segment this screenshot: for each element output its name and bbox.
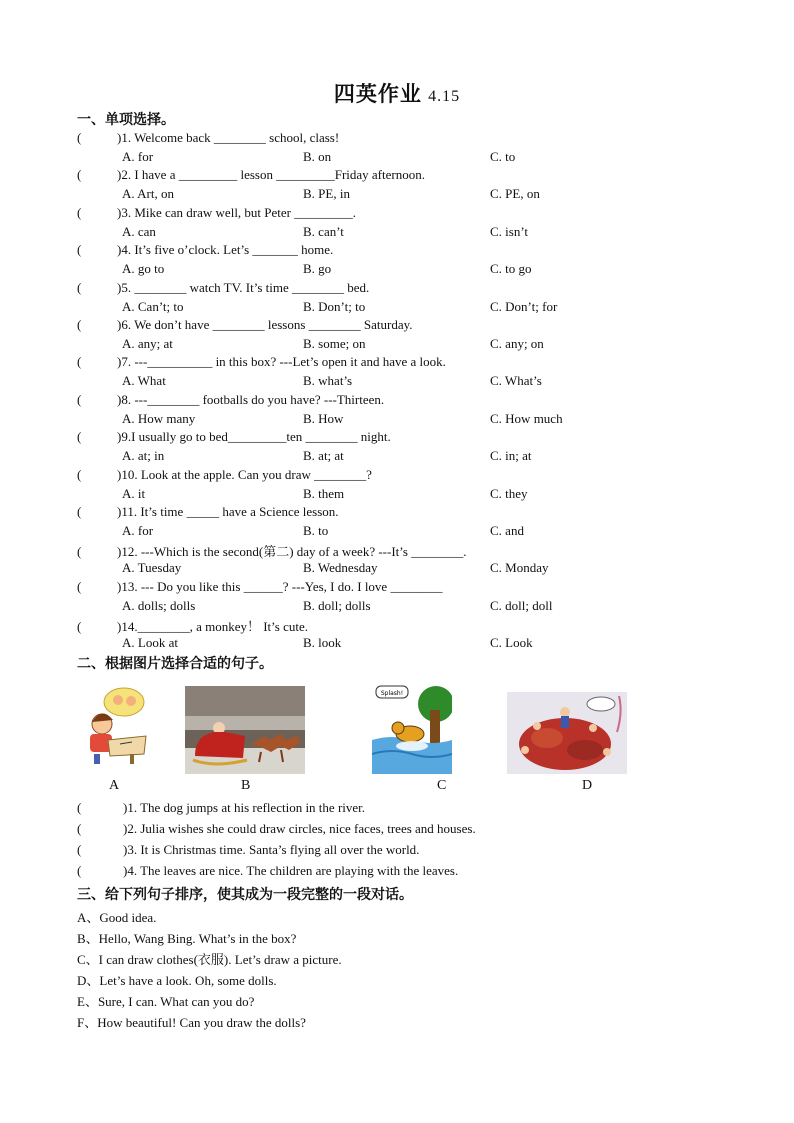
question-3 xyxy=(77,205,356,221)
answer-blank[interactable]: ( xyxy=(77,578,82,594)
splash-bubble-text: Splash! xyxy=(380,690,404,697)
dialogue-line-6: F、How beautiful! Can you draw the dolls? xyxy=(77,1015,306,1030)
option-a: A. What xyxy=(122,373,166,389)
option-a: A. Look at xyxy=(122,635,178,651)
match-sentence-text: )1. The dog jumps at his reflection in the river. xyxy=(123,800,366,815)
option-b: B. How xyxy=(303,410,344,426)
question-stem: )1. Welcome back ________ school, class! xyxy=(117,130,340,145)
option-c: C. Don’t; for xyxy=(490,298,558,314)
match-sentence-1 xyxy=(77,800,365,816)
question-stem: )8. ---________ footballs do you have? ---Thirteen. xyxy=(117,391,385,407)
answer-blank[interactable]: ( xyxy=(77,167,82,183)
option-b: B. doll; dolls xyxy=(303,597,371,613)
option-c: C. any; on xyxy=(490,336,544,351)
option-a: A. Art, on xyxy=(122,186,174,202)
option-a: A. any; at xyxy=(122,336,173,351)
title-text: 四英作业 xyxy=(333,82,422,106)
option-a: A. go to xyxy=(122,261,165,277)
option-a: A. at; in xyxy=(122,448,165,464)
option-b: B. go xyxy=(303,261,332,277)
section2-heading: 二、根据图片选择合适的句子。 xyxy=(77,656,273,672)
dialogue-line-5: E、Sure, I can. What can you do? xyxy=(77,994,255,1009)
option-a: A. for xyxy=(122,523,154,538)
match-sentence-3 xyxy=(77,842,419,858)
question-14 xyxy=(77,616,308,635)
question-5 xyxy=(77,280,369,296)
picture-d xyxy=(507,692,627,774)
answer-blank[interactable]: ( xyxy=(77,544,82,560)
question-13 xyxy=(77,579,442,595)
picture-b xyxy=(185,686,305,774)
answer-blank[interactable]: ( xyxy=(77,619,82,635)
answer-blank[interactable]: ( xyxy=(77,391,82,407)
question-stem: )14.________, a monkey！ It’s cute. xyxy=(117,619,308,635)
page-title xyxy=(0,78,794,108)
picture-label-d: D xyxy=(582,778,593,793)
title-date: 4.15 xyxy=(428,88,461,105)
picture-label-b: B xyxy=(241,778,251,793)
question-stem: )2. I have a _________ lesson _________Friday afternoon. xyxy=(117,167,425,183)
question-stem: )13. --- Do you like this ______? ---Yes, I do. I love ________ xyxy=(117,578,443,594)
question-stem: )4. It’s five o’clock. Let’s _______ home. xyxy=(117,242,334,258)
answer-blank[interactable]: ( xyxy=(77,466,82,482)
question-11 xyxy=(77,504,339,520)
option-b: B. Wednesday xyxy=(303,560,378,576)
question-stem: )6. We don’t have ________ lessons ________ Saturday. xyxy=(117,317,413,332)
dialogue-line-1: A、Good idea. xyxy=(77,910,157,925)
question-2 xyxy=(77,167,425,183)
answer-blank[interactable]: ( xyxy=(77,842,82,857)
question-10 xyxy=(77,467,372,483)
question-4 xyxy=(77,242,333,258)
option-c: C. to xyxy=(490,149,516,164)
option-a: A. can xyxy=(122,223,156,239)
question-9 xyxy=(77,429,391,445)
option-c: C. Look xyxy=(490,635,533,651)
option-a: A. Can’t; to xyxy=(122,298,184,314)
answer-blank[interactable]: ( xyxy=(77,429,82,445)
option-a: A. Tuesday xyxy=(122,560,182,576)
question-7 xyxy=(77,354,446,370)
option-c: C. in; at xyxy=(490,448,532,464)
answer-blank[interactable]: ( xyxy=(77,130,82,145)
option-c: C. and xyxy=(490,523,524,538)
option-a: A. How many xyxy=(122,410,196,426)
question-12 xyxy=(77,541,466,560)
option-b: B. at; at xyxy=(303,448,344,464)
question-stem: )3. Mike can draw well, but Peter _________. xyxy=(117,204,357,220)
option-c: C. isn’t xyxy=(490,223,529,239)
option-c: C. What’s xyxy=(490,373,542,389)
answer-blank[interactable]: ( xyxy=(77,504,82,519)
picture-label-a: A xyxy=(109,778,120,793)
question-stem: )10. Look at the apple. Can you draw ________? xyxy=(117,466,372,482)
answer-blank[interactable]: ( xyxy=(77,242,82,258)
option-a: A. for xyxy=(122,149,154,164)
option-c: C. How much xyxy=(490,410,563,426)
option-b: B. can’t xyxy=(303,223,344,239)
match-sentence-2 xyxy=(77,821,476,837)
picture-c xyxy=(372,684,452,774)
option-b: B. PE, in xyxy=(303,186,350,202)
option-c: C. PE, on xyxy=(490,186,540,202)
option-b: B. them xyxy=(303,485,345,501)
dialogue-line-3: C、I can draw clothes(衣服). Let’s draw a picture. xyxy=(77,952,342,967)
option-b: B. to xyxy=(303,523,329,538)
option-c: C. Monday xyxy=(490,560,549,576)
answer-blank[interactable]: ( xyxy=(77,354,82,370)
section3-heading: 三、给下列句子排序，使其成为一段完整的一段对话。 xyxy=(77,887,413,903)
answer-blank[interactable]: ( xyxy=(77,863,82,878)
section1-heading: 一、单项选择。 xyxy=(77,112,175,128)
question-stem: )12. ---Which is the second(第二) day of a week? ---It’s ________. xyxy=(117,544,467,560)
question-6 xyxy=(77,317,413,333)
picture-label-c: C xyxy=(437,778,447,793)
option-c: C. to go xyxy=(490,261,532,277)
option-a: A. dolls; dolls xyxy=(122,597,196,613)
question-stem: )5. ________ watch TV. It’s time ________ bed. xyxy=(117,279,370,295)
question-stem: )11. It’s time _____ have a Science lesson. xyxy=(117,504,339,519)
match-sentence-text: )4. The leaves are nice. The children are playing with the leaves. xyxy=(123,863,459,878)
answer-blank[interactable]: ( xyxy=(77,317,82,332)
dialogue-line-4: D、Let’s have a look. Oh, some dolls. xyxy=(77,973,277,988)
option-b: B. on xyxy=(303,149,332,164)
option-c: C. doll; doll xyxy=(490,597,553,613)
question-stem: )9.I usually go to bed_________ten ________ night. xyxy=(117,429,391,445)
picture-a xyxy=(80,684,150,766)
question-1 xyxy=(77,130,339,146)
option-c: C. they xyxy=(490,485,528,501)
answer-blank[interactable]: ( xyxy=(77,800,82,815)
option-a: A. it xyxy=(122,485,146,501)
answer-blank[interactable]: ( xyxy=(77,204,82,220)
option-b: B. look xyxy=(303,635,342,651)
match-sentence-4 xyxy=(77,863,458,879)
match-sentence-text: )3. It is Christmas time. Santa’s flying all over the world. xyxy=(123,842,420,857)
question-8 xyxy=(77,392,384,408)
option-b: B. what’s xyxy=(303,373,353,389)
question-stem: )7. ---__________ in this box? ---Let’s open it and have a look. xyxy=(117,354,446,370)
dialogue-line-2: B、Hello, Wang Bing. What’s in the box? xyxy=(77,931,297,946)
option-b: B. Don’t; to xyxy=(303,298,366,314)
option-b: B. some; on xyxy=(303,336,366,351)
answer-blank[interactable]: ( xyxy=(77,821,82,836)
match-sentence-text: )2. Julia wishes she could draw circles, nice faces, trees and houses. xyxy=(123,821,476,836)
answer-blank[interactable]: ( xyxy=(77,279,82,295)
